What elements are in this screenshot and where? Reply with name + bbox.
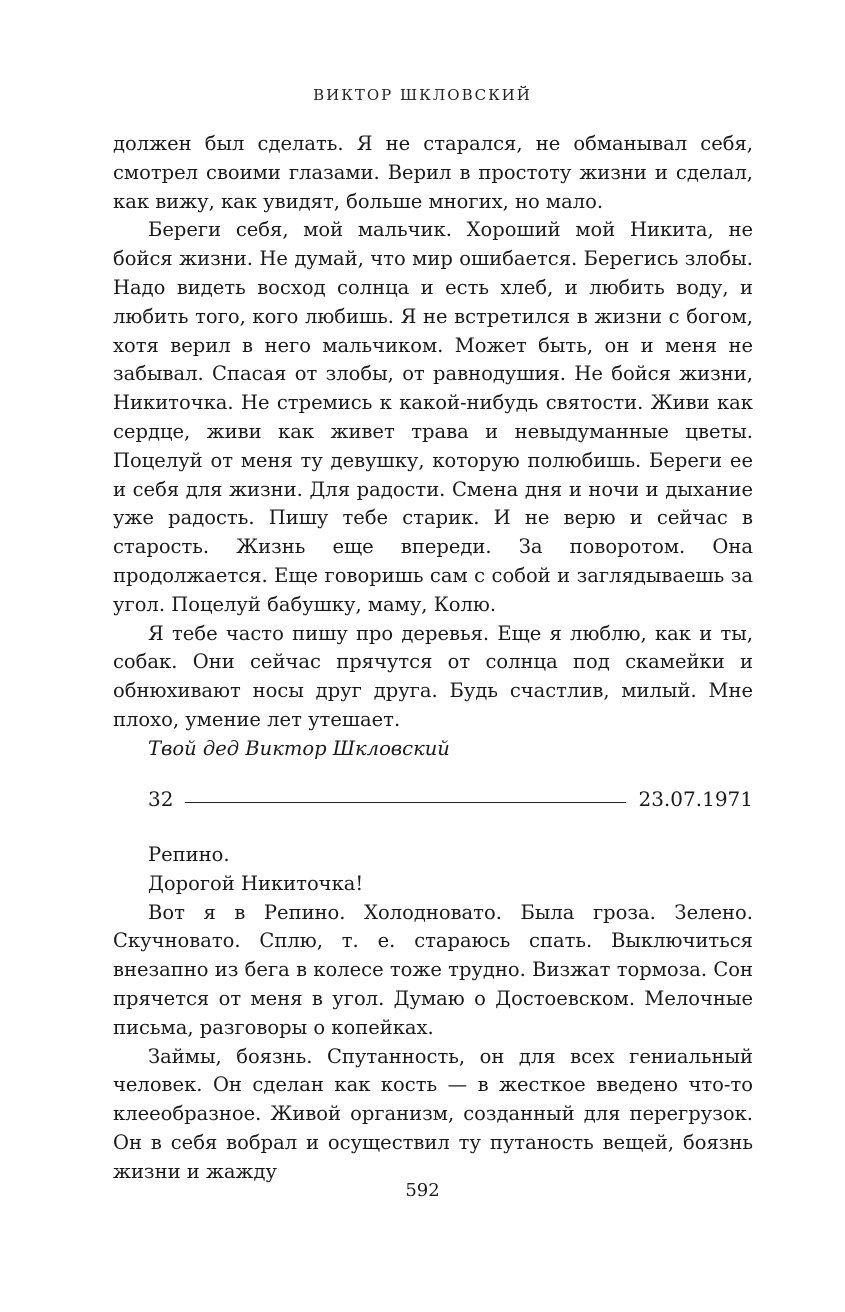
paragraph: должен был сделать. Я не старался, не обманывал себя, смотрел своими глазами. Верил в простоту жизни и сделал, как вижу, как увидят, больше многих, но мало. [113,132,753,213]
letter-32-body [113,841,753,1187]
paragraph: Займы, боязнь. Спутанность, он для всех гениальный человек. Он сделан как кость — в жесткое введено что-то клееобразное. Живой организм, созданный для перегрузок. Он в себя вобрал и осуществил ту путаность вещей, боязнь жизни и жажду [113,1044,753,1183]
paragraph: Вот я в Репино. Холодновато. Была гроза. Зелено. Скучновато. Сплю, т. е. стараюсь спать. Выключиться внезапно из бега в колесе тоже трудно. Визжат тормоза. Сон прячется от меня в угол. Думаю о Достоевском. Мелочные письма, разговоры о копейках. [113,900,753,1039]
letter-31-body [113,130,753,764]
page-number: 592 [405,1180,440,1201]
letter-date: 23.07.1971 [638,787,753,811]
signature: Твой дед Виктор Шкловский [148,736,450,760]
running-head: ВИКТОР ШКЛОВСКИЙ [313,86,532,104]
paragraph: Я тебе часто пишу про деревья. Еще я люблю, как и ты, собак. Они сейчас прячутся от солнца под скамейки и обнюхивают носы друг друга. Будь счастлив, милый. Мне плохо, умение лет утешает. [113,621,753,731]
header-rule [185,802,626,803]
letter-header [148,784,753,814]
letter-number: 32 [148,787,174,811]
letter-greeting: Дорогой Никиточка! [148,871,364,895]
letter-place: Репино. [148,843,230,866]
paragraph: Береги себя, мой мальчик. Хороший мой Никита, не бойся жизни. Не думай, что мир ошибается. Берегись злобы. Надо видеть восход солнца и есть хлеб, и любить воду, и любить того, кого любишь. Я не встретился в жизни с богом, хотя верил в него мальчиком. Может быть, он и меня не забывал. Спасая от злобы, от равнодушия. Не бойся жизни, Никиточка. Не стремись к какой-нибудь святости. Живи как сердце, живи как живет трава и невыдуманные цветы. Поцелуй от меня ту девушку, которую полюбишь. Береги ее и себя для жизни. Для радости. Смена дня и ночи и дыхание уже радость. Пишу тебе старик. И не верю и сейчас в старость. Жизнь еще впереди. За поворотом. Она продолжается. Еще говоришь сам с собой и заглядываешь за угол. Поцелуй бабушку, маму, Колю. [113,218,753,616]
